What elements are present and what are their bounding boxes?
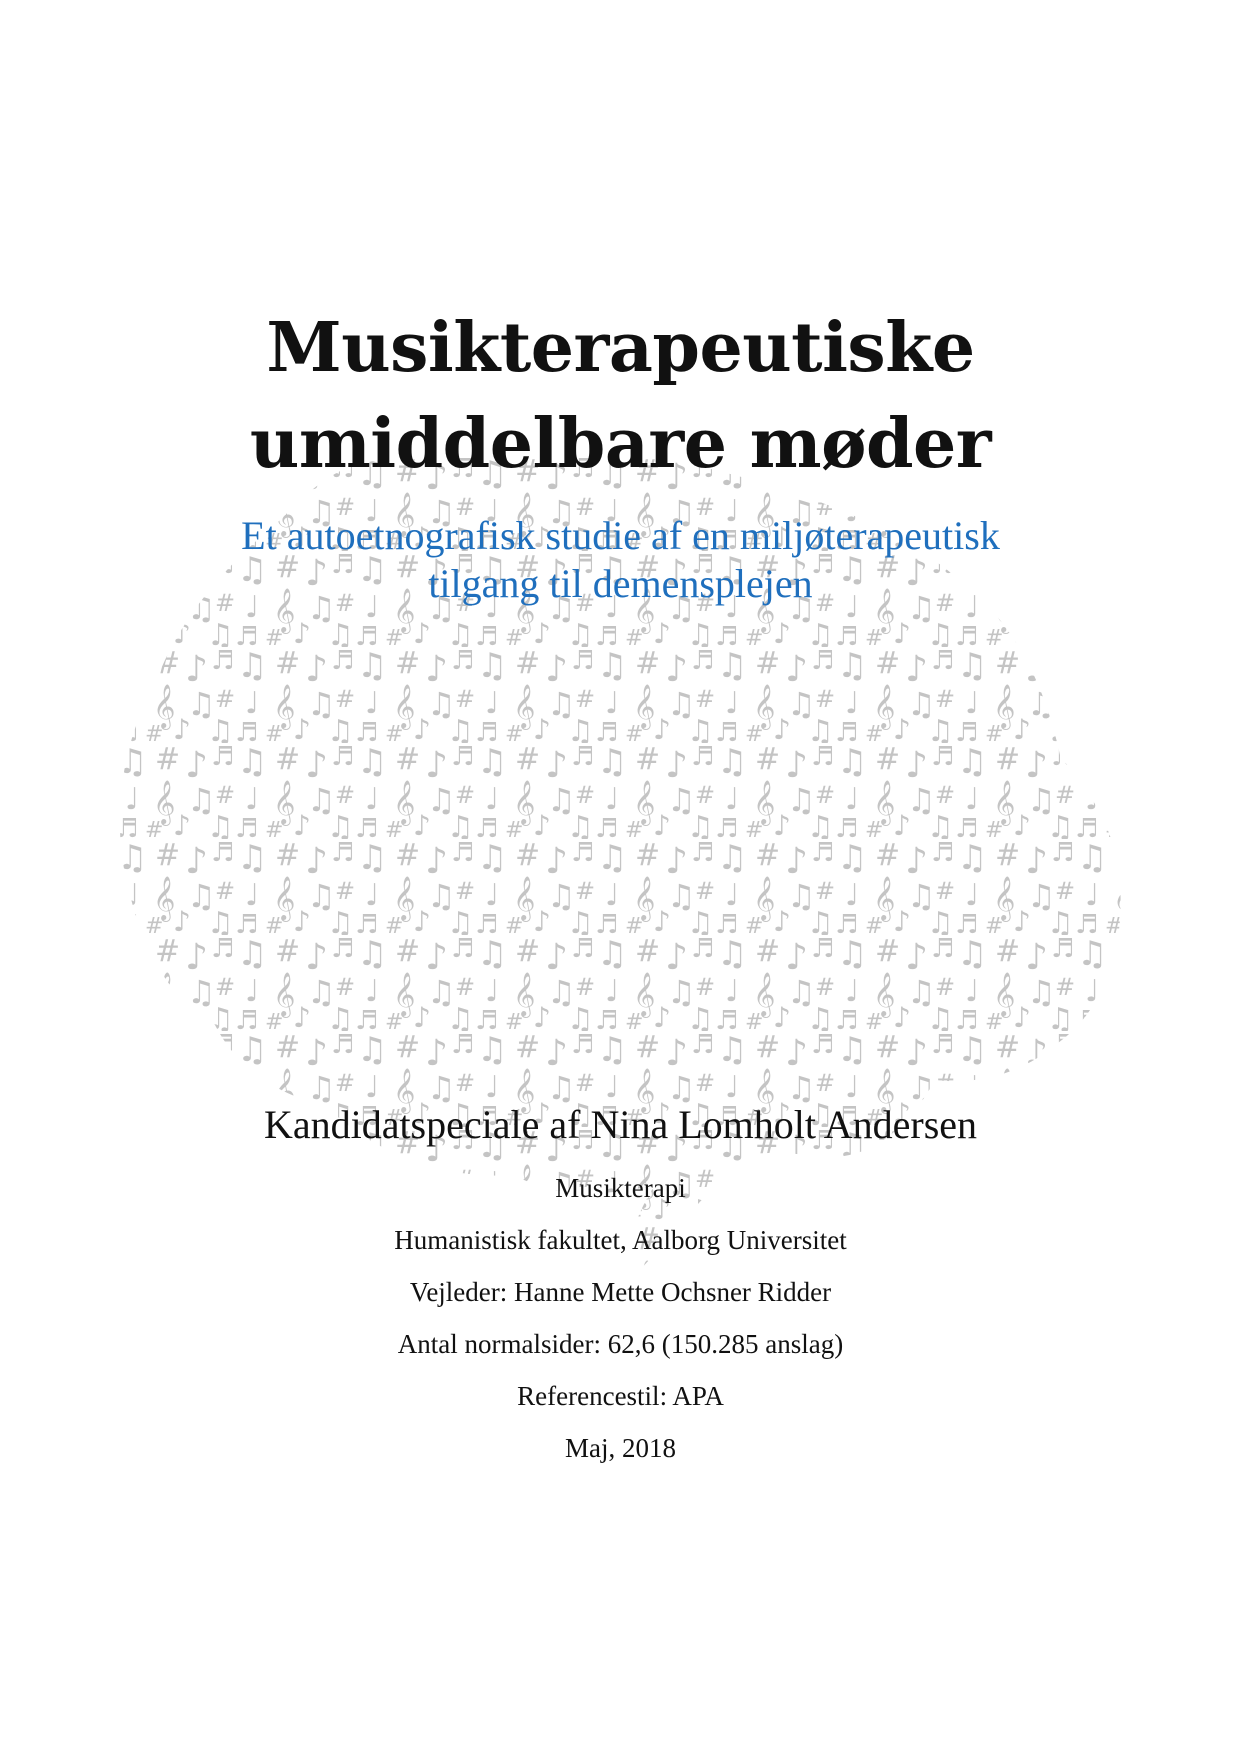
faculty-university: Humanistisk fakultet, Aalborg Universitet [394, 1225, 847, 1255]
page-count: Antal normalsider: 62,6 (150.285 anslag) [397, 1329, 844, 1359]
supervisor: Vejleder: Hanne Mette Ochsner Ridder [409, 1277, 832, 1307]
document-subtitle [0, 512, 1241, 608]
reference-style: Referencestil: APA [517, 1381, 724, 1411]
date: Maj, 2018 [565, 1433, 676, 1463]
author-line: Kandidatspeciale af Nina Lomholt Andersen [263, 1102, 978, 1147]
document-title [0, 300, 1241, 492]
subtitle-line-2: tilgang til demensplejen [428, 561, 813, 606]
subtitle-line-1: Et autoetnografisk studie af en miljøterapeutisk [241, 513, 1000, 558]
field-of-study: Musikterapi [555, 1173, 686, 1203]
title-line-2: umiddelbare møder [249, 404, 992, 484]
title-line-1: Musikterapeutiske [266, 308, 975, 388]
thesis-details [0, 1162, 1241, 1474]
